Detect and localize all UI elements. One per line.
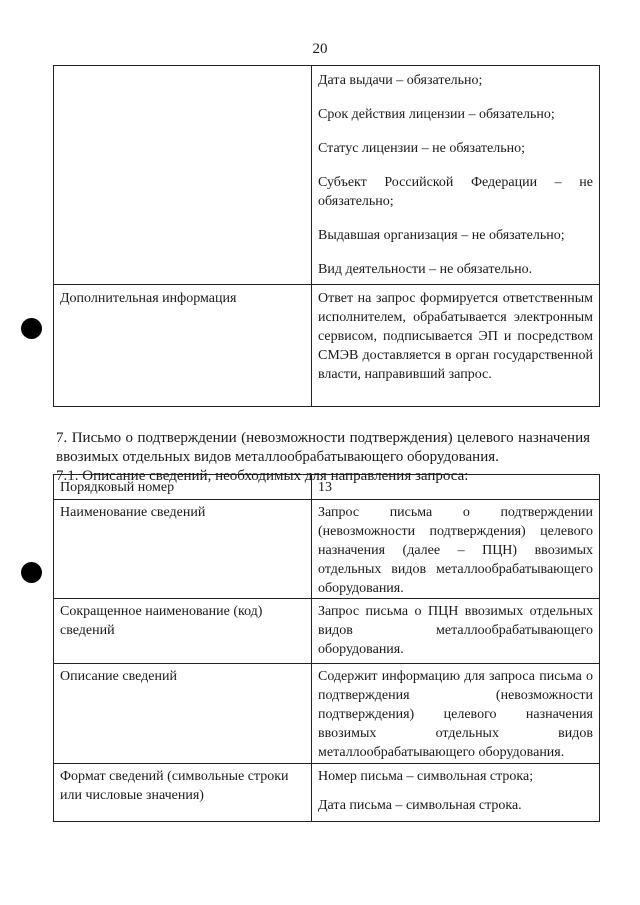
table-row [54,66,600,285]
field-item: Субъект Российской Федерации – не обязательно; [318,175,593,209]
row-value: Дата письма – символьная строка. [318,798,522,813]
table-row [54,475,600,500]
table-cell-label [54,500,312,599]
row-label: Дополнительная информация [60,291,237,306]
row-label: Порядковый номер [60,480,175,495]
punch-hole-mark [21,562,42,583]
row-label: Формат сведений (символьные строки или числовые значения) [60,769,289,803]
table-cell-label [54,764,312,822]
table-cell-label [54,475,312,500]
row-value: Запрос письма о ПЦН ввозимых отдельных видов металлообрабатывающего оборудования. [318,604,593,657]
field-item: Выдавшая организация – не обязательно; [318,228,565,243]
table-cell-label [54,664,312,764]
row-value: 13 [318,480,332,495]
field-item: Статус лицензии – не обязательно; [318,141,526,156]
punch-hole-mark [21,318,42,339]
field-item: Вид деятельности – не обязательно. [318,262,533,277]
section-subheading: 7.1. Описание сведений, необходимых для направления запроса: [56,468,469,484]
field-item: Дата выдачи – обязательно; [318,73,483,88]
table-cell-value [312,664,600,764]
table-cell-empty [54,66,312,285]
page-number: 20 [312,41,328,57]
table-row [54,599,600,664]
table-row [54,764,600,822]
table-row [54,285,600,407]
request-description-table [53,474,600,822]
table-cell-value [312,764,600,822]
row-label: Описание сведений [60,669,177,684]
table-cell-field-list [312,66,600,285]
field-item: Срок действия лицензии – обязательно; [318,107,555,122]
row-value: Содержит информацию для запроса письма о подтверждения (невозможности подтверждения) целевого назначения ввозимых отдельных видов металлообрабатывающего оборудования. [318,669,593,760]
table-cell-value [312,285,600,407]
table-cell-label [54,285,312,407]
table-cell-label [54,599,312,664]
table-row [54,664,600,764]
section-heading: 7. Письмо о подтверждении (невозможности подтверждения) целевого назначения ввозимых отдельных видов металлообрабатывающего оборудования. [56,430,590,465]
license-fields-table [53,65,600,407]
row-value: Запрос письма о подтверждении (невозможности подтверждения) целевого назначения (далее – ПЦН) ввозимых отдельных видов металлообрабатывающего оборудования. [318,505,593,596]
table-cell-value [312,475,600,500]
table-cell-value [312,500,600,599]
row-value: Ответ на запрос формируется ответственным исполнителем, обрабатывается электронным сервисом, подписывается ЭП и посредством СМЭВ доставляется в орган государственной власти, направивший запрос. [318,291,593,382]
row-value: Номер письма – символьная строка; [318,769,534,784]
table-row [54,500,600,599]
row-label: Сокращенное наименование (код) сведений [60,604,263,638]
row-label: Наименование сведений [60,505,206,520]
table-cell-value [312,599,600,664]
